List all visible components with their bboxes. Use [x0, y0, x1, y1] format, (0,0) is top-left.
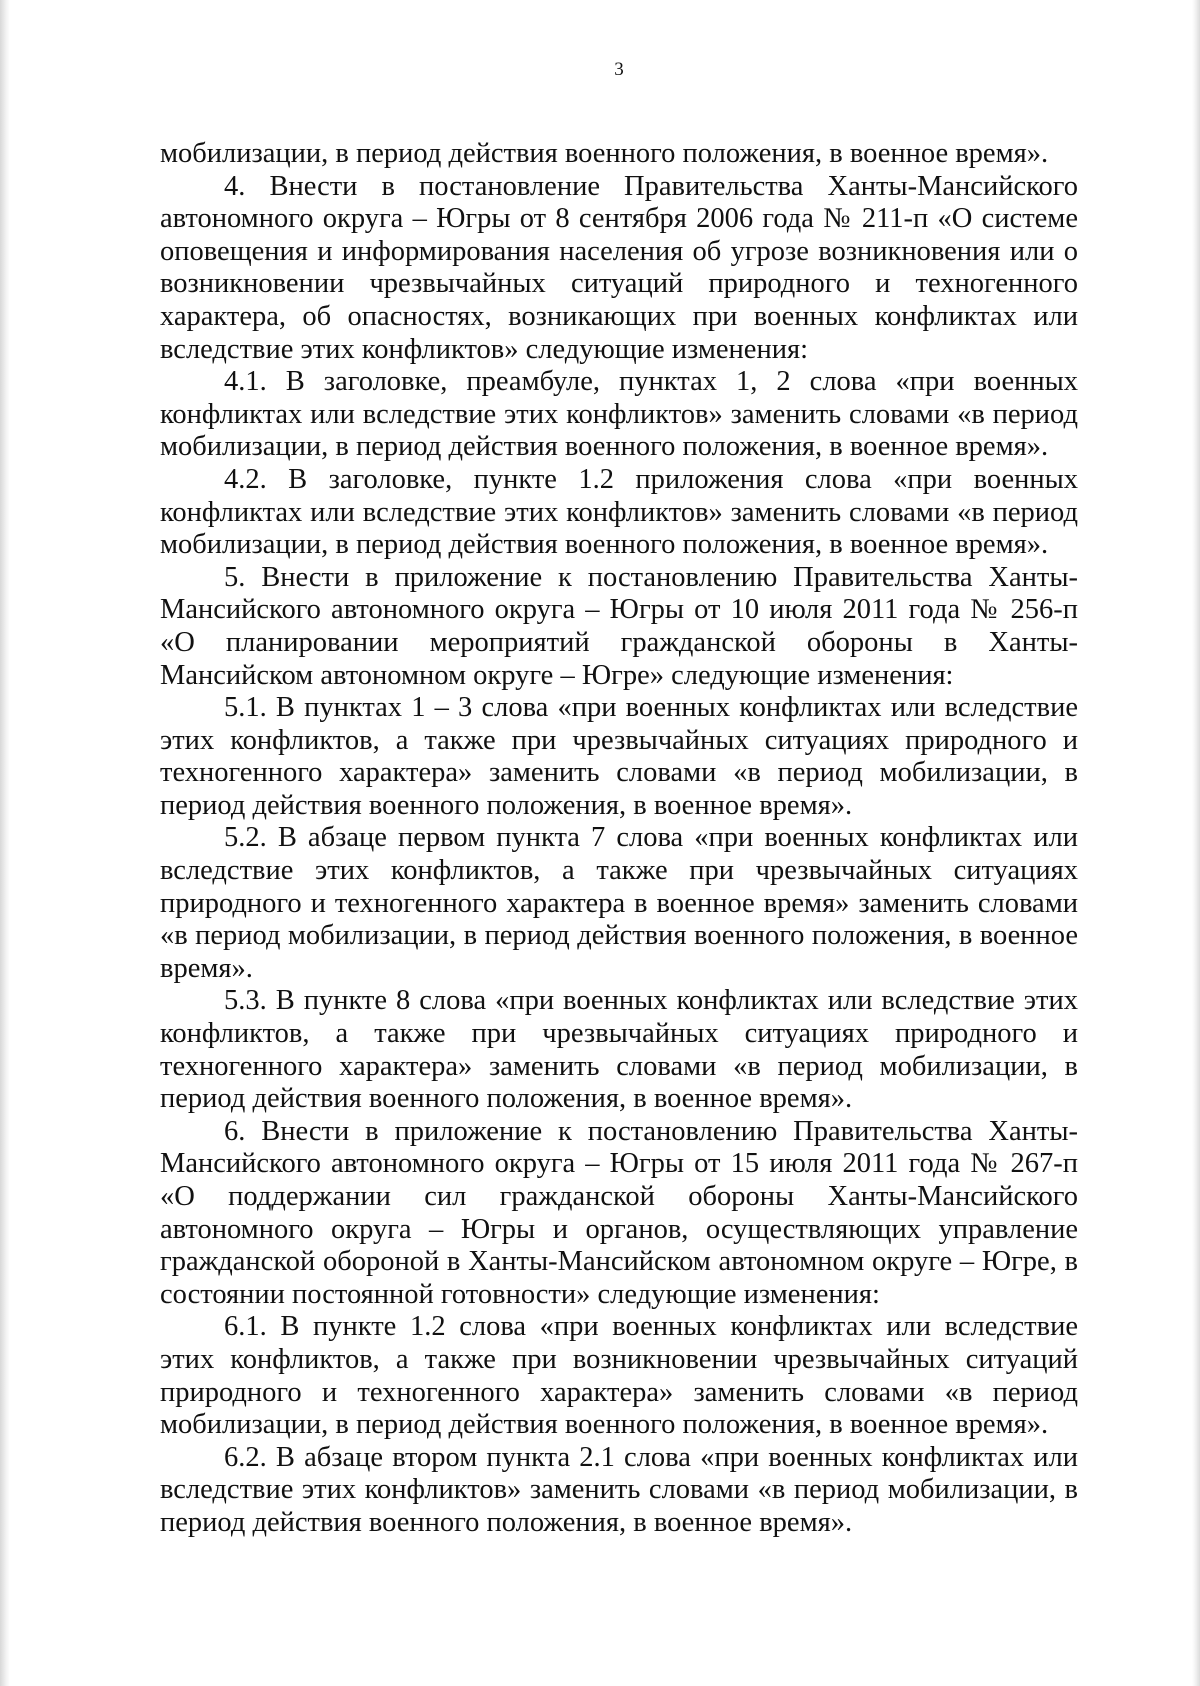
paragraph-item-6: 6. Внести в приложение к постановлению Правительства Ханты-Мансийского автономного округа – Югры от 15 июля 2011 года № 267-п «О поддержании сил гражданской обороны Ханты-Мансийского автономного округа – Югры и органов, осуществляющих управление гражданской обороной в Ханты-Мансийском автономном округе – Югре, в состоянии постоянной готовности» следующие изменения:	[160, 1115, 1078, 1310]
paragraph-item-4: 4. Внести в постановление Правительства Ханты-Мансийского автономного округа – Югры от 8 сентября 2006 года № 211-п «О системе оповещения и информирования населения об угрозе возникновения или о возникновении чрезвычайных ситуаций природного и техногенного характера, об опасностях, возникающих при военных конфликтах или вследствие этих конфликтов» следующие изменения:	[160, 170, 1078, 365]
paragraph-item-6-1: 6.1. В пункте 1.2 слова «при военных конфликтах или вследствие этих конфликтов, а также при возникновении чрезвычайных ситуаций природного и техногенного характера» заменить словами «в период мобилизации, в период действия военного положения, в военное время».	[160, 1311, 1078, 1441]
scan-edge-right	[1192, 0, 1200, 1686]
paragraph-item-5: 5. Внести в приложение к постановлению Правительства Ханты-Мансийского автономного округа – Югры от 10 июля 2011 года № 256-п «О планировании мероприятий гражданской обороны в Ханты-Мансийском автономном округе – Югре» следующие изменения:	[160, 561, 1078, 691]
document-body	[160, 138, 1078, 1540]
scan-edge-left	[0, 0, 10, 1686]
paragraph-item-4-2: 4.2. В заголовке, пункте 1.2 приложения слова «при военных конфликтах или вследствие этих конфликтов» заменить словами «в период мобилизации, в период действия военного положения, в военное время».	[160, 463, 1078, 561]
paragraph-item-5-3: 5.3. В пункте 8 слова «при военных конфликтах или вследствие этих конфликтов, а также при чрезвычайных ситуациях природного и техногенного характера» заменить словами «в период мобилизации, в период действия военного положения, в военное время».	[160, 985, 1078, 1115]
document-page	[160, 58, 1078, 1540]
paragraph-continuation: мобилизации, в период действия военного положения, в военное время».	[160, 138, 1049, 169]
paragraph-item-6-2: 6.2. В абзаце втором пункта 2.1 слова «при военных конфликтах или вследствие этих конфликтов» заменить словами «в период мобилизации, в период действия военного положения, в военное время».	[160, 1441, 1078, 1538]
paragraph-item-5-1: 5.1. В пунктах 1 – 3 слова «при военных конфликтах или вследствие этих конфликтов, а также при чрезвычайных ситуациях природного и техногенного характера» заменить словами «в период мобилизации, в период действия военного положения, в военное время».	[160, 692, 1078, 821]
paragraph-item-5-2: 5.2. В абзаце первом пункта 7 слова «при военных конфликтах или вследствие этих конфликтов, а также при чрезвычайных ситуациях природного и техногенного характера в военное время» заменить словами «в период мобилизации, в период действия военного положения, в военное время».	[160, 822, 1078, 984]
page-number: 3	[614, 59, 624, 80]
paragraph-item-4-1: 4.1. В заголовке, преамбуле, пунктах 1, 2 слова «при военных конфликтах или вследствие этих конфликтов» заменить словами «в период мобилизации, в период действия военного положения, в военное время».	[160, 366, 1078, 463]
